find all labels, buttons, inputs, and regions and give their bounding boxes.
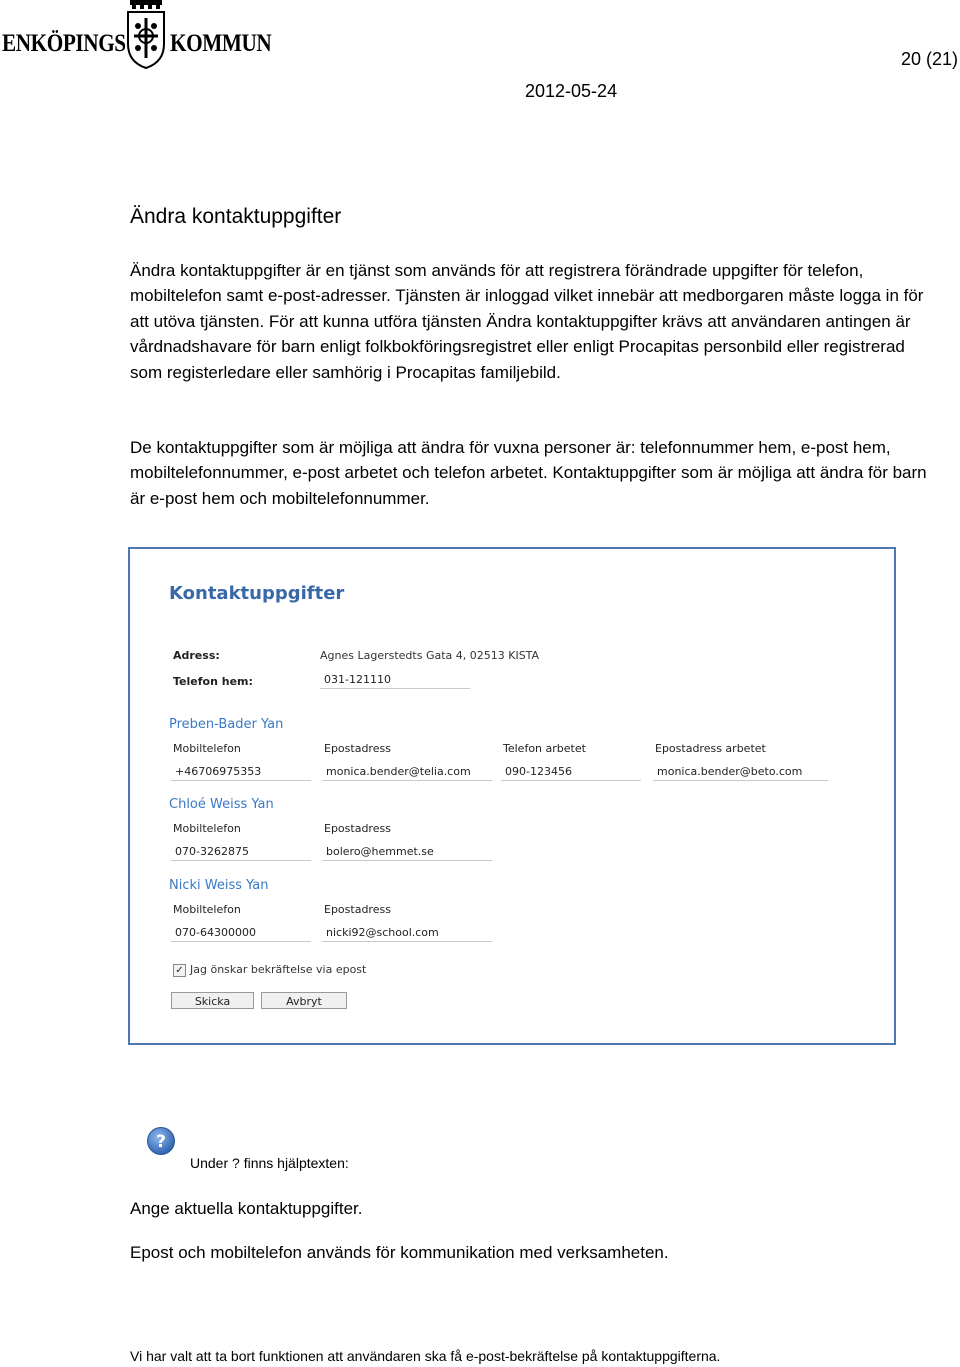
address-label: Adress: (173, 649, 220, 662)
person-name: Chloé Weiss Yan (169, 797, 274, 812)
email-input[interactable]: nicki92@school.com (322, 924, 492, 942)
question-mark-icon (146, 1126, 176, 1156)
confirm-email-label: Jag önskar bekräftelse via epost (190, 963, 367, 976)
email-input[interactable]: monica.bender@telia.com (322, 763, 492, 781)
work-email-input[interactable]: monica.bender@beto.com (653, 763, 828, 781)
mobile-label: Mobiltelefon (173, 742, 241, 755)
svg-text:?: ? (156, 1132, 166, 1152)
mobile-input[interactable]: +46706975353 (171, 763, 311, 781)
contact-form-screenshot (128, 547, 896, 1045)
municipality-logo (0, 0, 275, 72)
mobile-label: Mobiltelefon (173, 822, 241, 835)
mobile-input[interactable]: 070-3262875 (171, 843, 311, 861)
form-title: Kontaktuppgifter (169, 583, 345, 604)
email-label: Epostadress (324, 822, 391, 835)
mobile-input[interactable]: 070-64300000 (171, 924, 311, 942)
phone-home-label: Telefon hem: (173, 675, 253, 688)
submit-button[interactable]: Skicka (171, 992, 254, 1009)
help-line-2: Epost och mobiltelefon används för kommunikation med verksamheten. (130, 1243, 669, 1262)
document-date: 2012-05-24 (525, 81, 618, 101)
phone-home-input[interactable]: 031-121110 (320, 671, 470, 689)
logo-word-kommun: KOMMUN (170, 30, 272, 57)
intro-paragraph: Ändra kontaktuppgifter är en tjänst som används för att registrera förändrade uppgifter för telefon, mobiltelefon samt e-post-adresser. Tjänsten är inloggad vilket innebär att medborgaren måste logga in för att utöva tjänsten. För att kunna utföra tjänsten Ändra kontaktuppgifter krävs att användaren antingen är vårdnadshavare för barn enligt folkbokföringsregistret eller enligt Procapitas personbild eller registrerad som registerledare eller samhörig i Procapitas familjebild. (130, 261, 924, 382)
email-label: Epostadress (324, 903, 391, 916)
help-intro: Under ? finns hjälptexten: (190, 1155, 349, 1171)
work-email-label: Epostadress arbetet (655, 742, 766, 755)
address-value: Agnes Lagerstedts Gata 4, 02513 KISTA (320, 649, 540, 662)
page-number: 20 (21) (900, 49, 958, 69)
footnote: Vi har valt att ta bort funktionen att användaren ska få e-post-bekräftelse på kontaktuppgifterna. (130, 1348, 721, 1364)
cancel-button[interactable]: Avbryt (261, 992, 347, 1009)
fields-paragraph: De kontaktuppgifter som är möjliga att ändra för vuxna personer är: telefonnummer hem, e-post hem, mobiltelefonnummer, e-post arbetet och telefon arbetet. Kontaktuppgifter som är möjliga att ändra för barn är e-post hem och mobiltelefonnummer. (130, 438, 927, 508)
person-name: Nicki Weiss Yan (169, 878, 269, 893)
work-phone-label: Telefon arbetet (503, 742, 586, 755)
work-phone-input[interactable]: 090-123456 (501, 763, 641, 781)
help-line-1: Ange aktuella kontaktuppgifter. (130, 1199, 363, 1218)
email-input[interactable]: bolero@hemmet.se (322, 843, 492, 861)
email-label: Epostadress (324, 742, 391, 755)
coat-of-arms-icon (124, 0, 168, 70)
mobile-label: Mobiltelefon (173, 903, 241, 916)
logo-word-enkopings: ENKÖPINGS (2, 30, 126, 57)
confirm-email-checkbox[interactable]: ✓ (173, 964, 186, 977)
person-name: Preben-Bader Yan (169, 717, 284, 732)
section-title: Ändra kontaktuppgifter (130, 205, 342, 228)
